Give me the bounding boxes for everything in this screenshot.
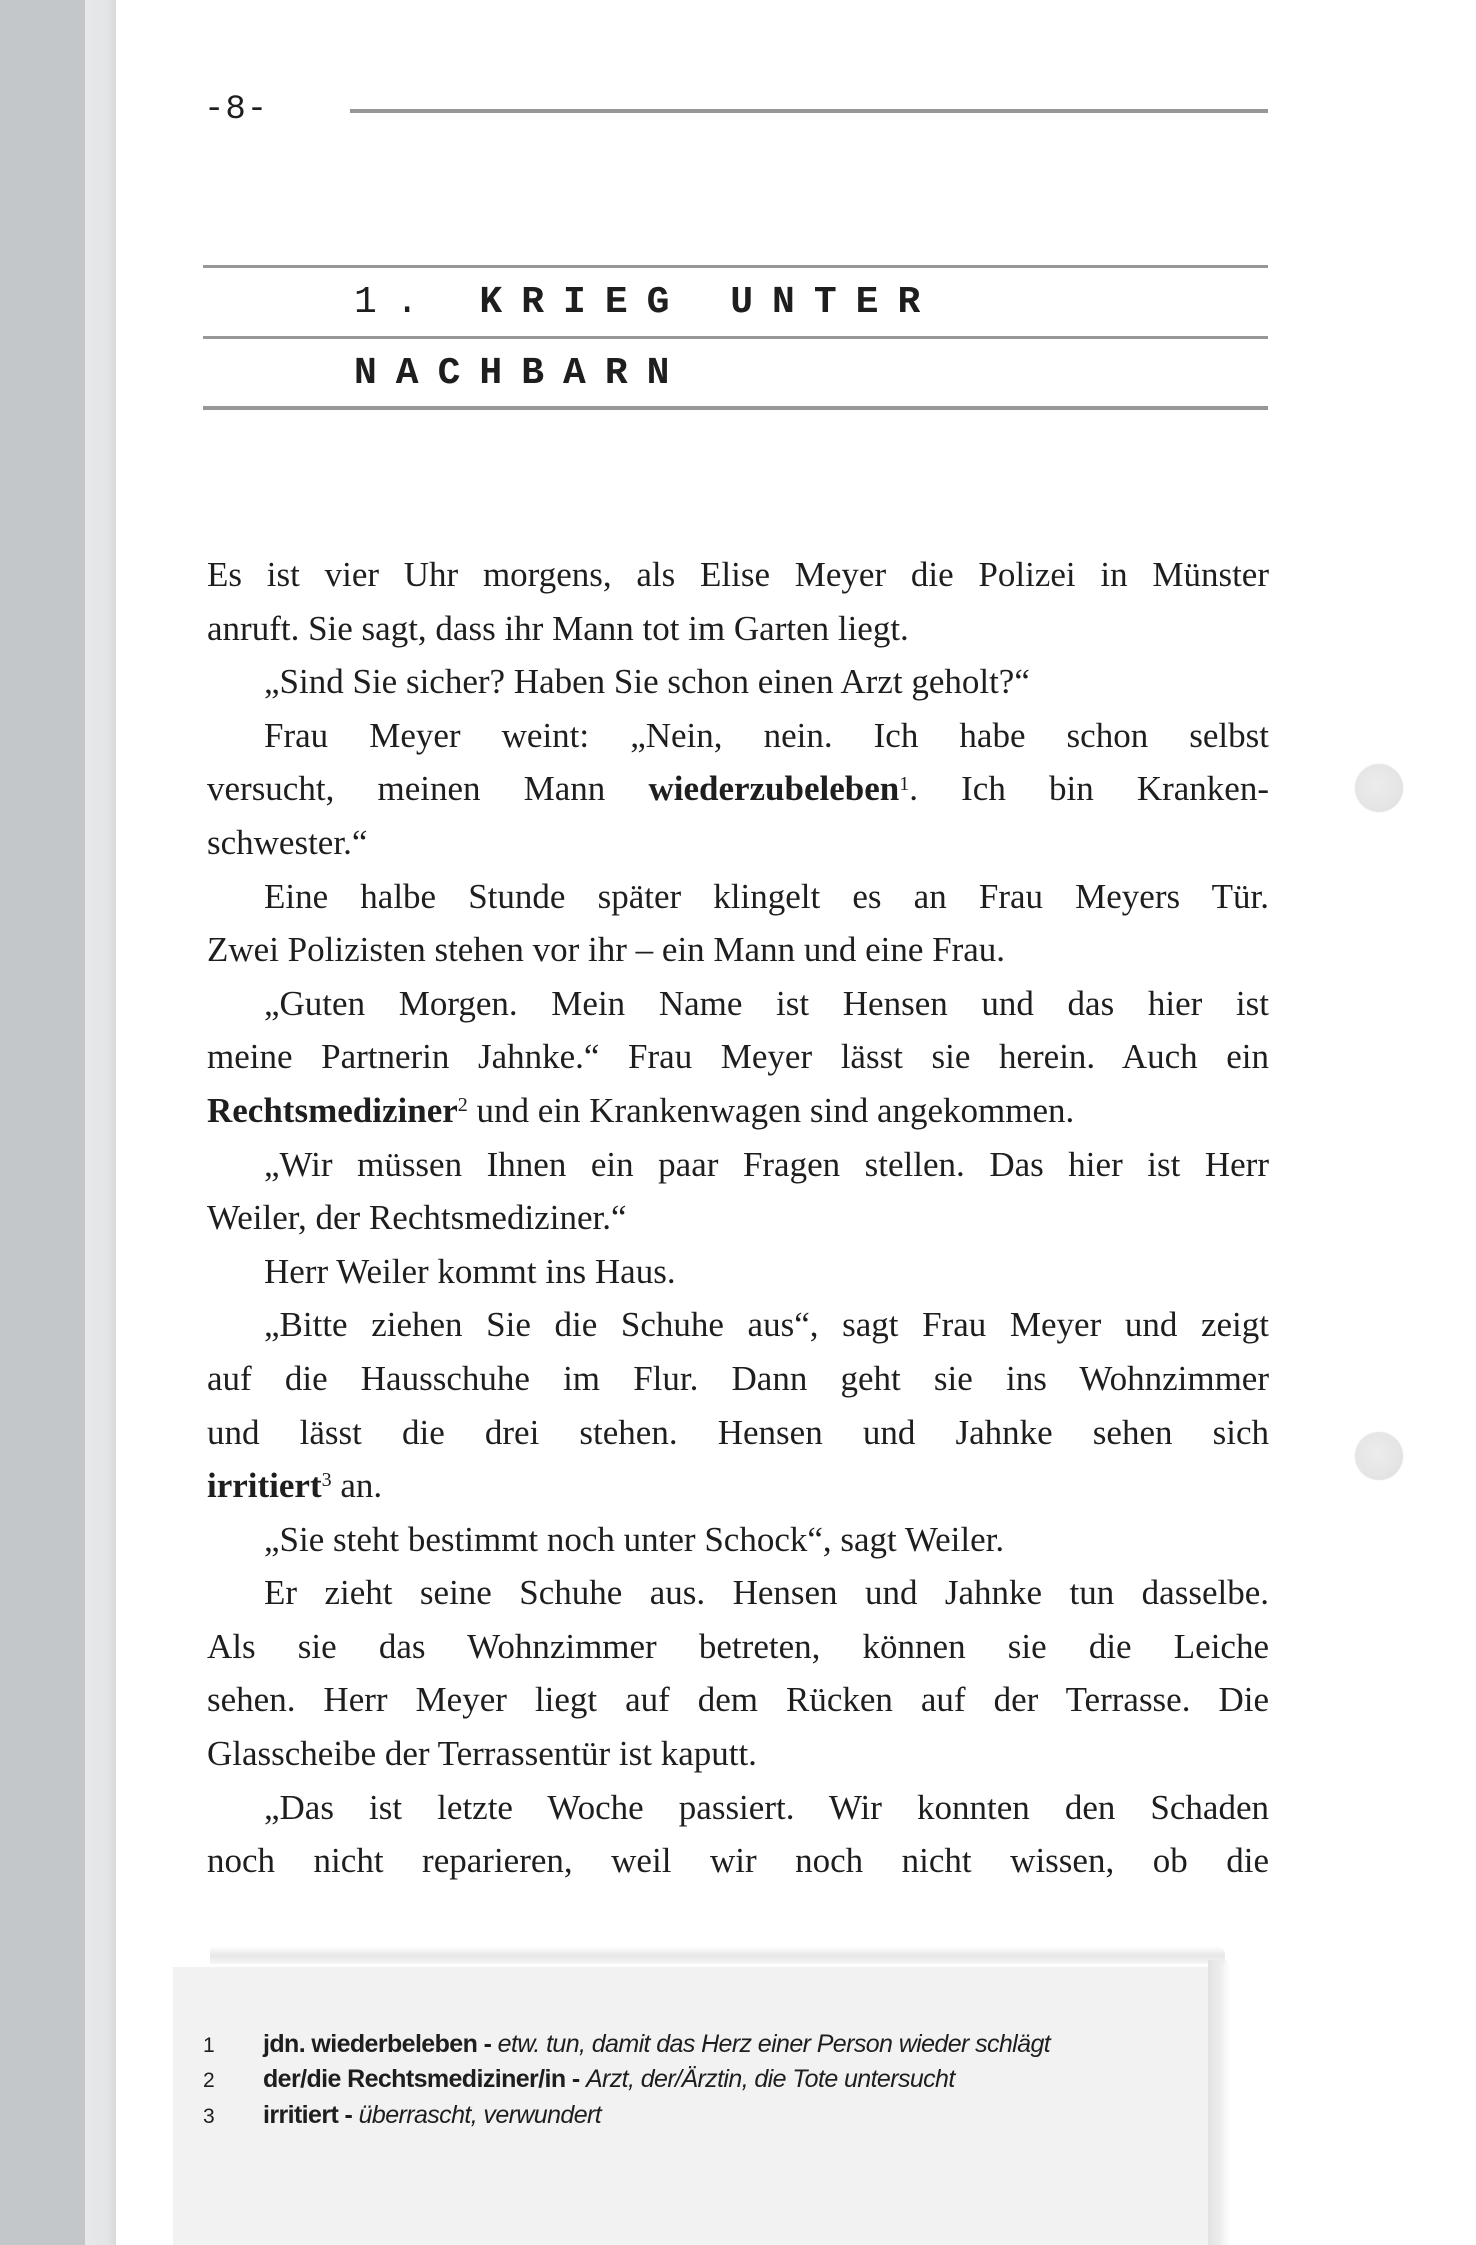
text-line: „Wir müssen Ihnen ein paar Fragen stellen. Das hier ist Herr [264, 1144, 1269, 1184]
text-line: anruft. Sie sagt, dass ihr Mann tot im Garten liegt. [207, 608, 909, 648]
paragraph [207, 1566, 1269, 1780]
text-line: Er zieht seine Schuhe aus. Hensen und Jahnke tun dasselbe. [264, 1573, 1269, 1613]
paragraph [207, 1245, 1269, 1299]
text-line: meine Partnerin Jahnke.“ Frau Meyer lässt sie herein. Auch ein [207, 1037, 1269, 1077]
binding-strip-dark [0, 0, 85, 2245]
text-line: sehen. Herr Meyer liegt auf dem Rücken auf der Terrasse. Die [207, 1680, 1269, 1720]
chapter-title-part-1: KRIEG UNTER [479, 281, 940, 324]
footnote-box-shadow [210, 1946, 1225, 1964]
text-line [207, 1459, 1269, 1513]
chapter-title-line-1 [354, 283, 939, 323]
footnote-ref-1[interactable]: 1 [899, 772, 910, 795]
text-span: versucht, meinen Mann [207, 769, 649, 809]
footnote-definition: Arzt, der/Ärztin, die Tote untersucht [585, 2065, 955, 2093]
paragraph [207, 1138, 1269, 1245]
footnote-ref-3[interactable]: 3 [321, 1469, 332, 1492]
chapter-rule-top [203, 265, 1268, 268]
footnote-content [263, 2101, 601, 2130]
paragraph [207, 1781, 1269, 1888]
glossary-term-wiederzubeleben: wiederzubeleben [648, 769, 900, 809]
header-rule [350, 109, 1268, 113]
paragraph [207, 655, 1269, 709]
text-line: Herr Weiler kommt ins Haus. [264, 1251, 676, 1291]
text-line: Eine halbe Stunde später klingelt es an Frau Meyers Tür. [264, 876, 1269, 916]
page-number: -8- [204, 91, 269, 129]
text-line: Glasscheibe der Terrassentür ist kaputt. [207, 1734, 757, 1774]
footnote-box-shadow [1208, 1960, 1230, 2245]
footnote-number: 2 [203, 2069, 215, 2092]
text-span: und ein Krankenwagen sind angekommen. [467, 1090, 1075, 1130]
text-line: „Sie steht bestimmt noch unter Schock“, sagt Weiler. [264, 1519, 1005, 1559]
glossary-term-rechtsmediziner: Rechtsmediziner [207, 1090, 458, 1130]
text-line [207, 762, 1269, 816]
footnote-number: 1 [203, 2034, 215, 2057]
text-line: Als sie das Wohnzimmer betreten, können sie die Leiche [207, 1626, 1269, 1666]
text-line: „Bitte ziehen Sie die Schuhe aus“, sagt Frau Meyer und zeigt [264, 1305, 1269, 1345]
footnote-box [173, 1967, 1208, 2245]
binding-strip-light [85, 0, 116, 2245]
text-line [207, 1084, 1269, 1138]
text-line: noch nicht reparieren, weil wir noch nicht wissen, ob die [207, 1841, 1269, 1881]
hole-punch-icon [1355, 764, 1403, 812]
text-line: „Guten Morgen. Mein Name ist Hensen und das hier ist [264, 983, 1269, 1023]
footnote-number: 3 [203, 2105, 215, 2128]
paragraph [207, 548, 1269, 655]
footnote-content [263, 2030, 1050, 2059]
chapter-number: 1. [354, 281, 438, 324]
footnote-term: irritiert [263, 2101, 339, 2129]
text-line: Zwei Polizisten stehen vor ihr – ein Mann und eine Frau. [207, 930, 1006, 970]
text-line: und lässt die drei stehen. Hensen und Jahnke sehen sich [207, 1412, 1269, 1452]
paragraph [207, 1513, 1269, 1567]
footnote-definition: überrascht, verwundert [358, 2101, 602, 2129]
body-text [207, 548, 1269, 1888]
text-line: auf die Hausschuhe im Flur. Dann geht sie ins Wohnzimmer [207, 1358, 1269, 1398]
text-span: . Ich bin Kranken- [909, 769, 1269, 809]
text-line: „Das ist letzte Woche passiert. Wir konnten den Schaden [264, 1787, 1269, 1827]
footnote-term: jdn. wiederbeleben [263, 2030, 478, 2058]
footnote-item [173, 2030, 1208, 2065]
text-line: schwester.“ [207, 822, 368, 862]
paragraph [207, 709, 1269, 870]
text-line: „Sind Sie sicher? Haben Sie schon einen Arzt geholt?“ [264, 662, 1030, 702]
text-span: an. [331, 1466, 383, 1506]
chapter-rule-bottom [203, 406, 1268, 410]
footnote-ref-2[interactable]: 2 [457, 1094, 468, 1117]
paragraph [207, 1298, 1269, 1512]
chapter-title-line-2: NACHBARN [354, 352, 689, 395]
footnote-separator: - [565, 2065, 586, 2093]
footnote-separator: - [338, 2101, 359, 2129]
chapter-rule-middle [203, 336, 1268, 339]
text-line: Es ist vier Uhr morgens, als Elise Meyer die Polizei in Münster [207, 555, 1269, 594]
paragraph [207, 977, 1269, 1138]
footnote-item [173, 2065, 1208, 2100]
text-line: Frau Meyer weint: „Nein, nein. Ich habe schon selbst [264, 715, 1269, 755]
footnote-definition: etw. tun, damit das Herz einer Person wieder schlägt [497, 2030, 1051, 2058]
footnote-item [173, 2101, 1208, 2136]
footnote-content [263, 2065, 955, 2094]
text-line: Weiler, der Rechtsmediziner.“ [207, 1198, 627, 1238]
paragraph [207, 870, 1269, 977]
hole-punch-icon [1355, 1432, 1403, 1480]
glossary-term-irritiert: irritiert [207, 1466, 322, 1506]
footnote-separator: - [477, 2030, 498, 2058]
footnote-term: der/die Rechtsmediziner/in [263, 2065, 566, 2093]
